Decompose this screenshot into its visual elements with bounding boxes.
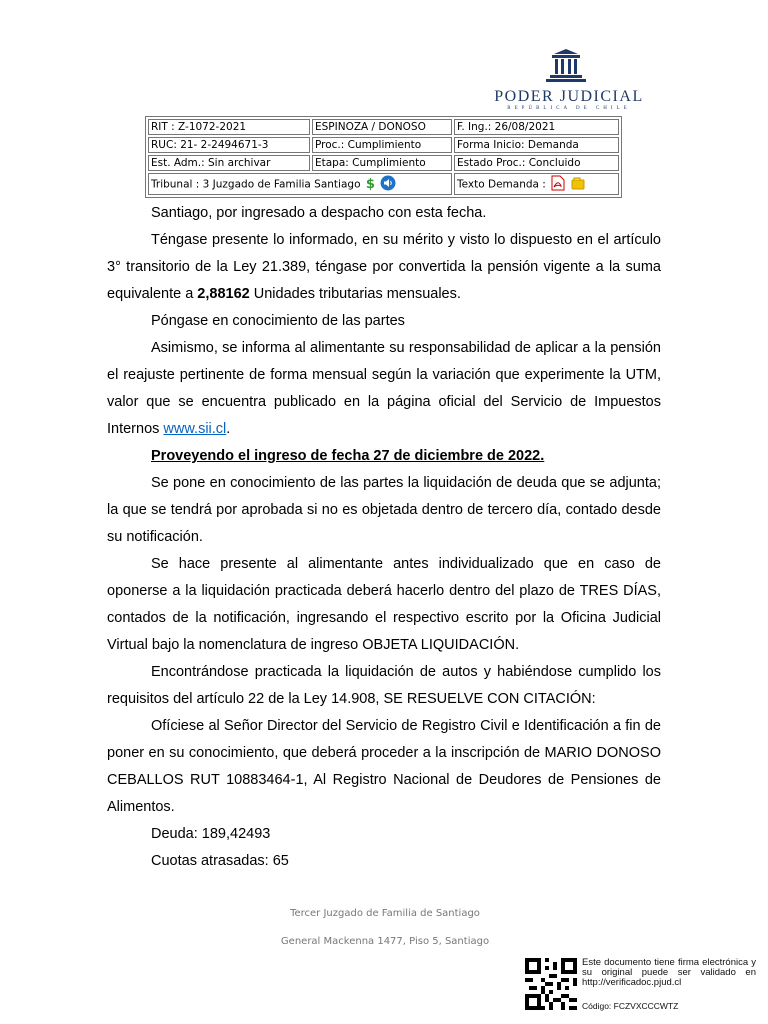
paragraph-3: Póngase en conocimiento de las partes	[151, 313, 405, 329]
footer-address: General Mackenna 1477, Piso 5, Santiago	[280, 936, 490, 947]
estado-proc-cell: Estado Proc.: Concluido	[454, 155, 619, 171]
paragraph-2-end: Unidades tributarias mensuales.	[249, 286, 461, 302]
ruc-cell: RUC: 21- 2-2494671-3	[148, 137, 310, 153]
attachment-icon[interactable]	[571, 176, 587, 193]
paragraph-1: Santiago, por ingresado a despacho con esta fecha.	[151, 205, 487, 221]
logo-name: PODER JUDICIAL	[494, 88, 644, 105]
f-ing-cell: F. Ing.: 26/08/2021	[454, 119, 619, 135]
paragraph-4	[107, 335, 661, 443]
paragraph-2-text: Téngase presente lo informado, en su mérito y visto lo dispuesto en el artículo 3° transitorio de la Ley 21.389, téngase por convertida la pensión vigente a la suma equivalente a	[107, 232, 661, 302]
logo-subtitle: REPÚBLICA DE CHILE	[507, 106, 631, 111]
texto-demanda-cell	[454, 173, 619, 195]
footer-court: Tercer Juzgado de Familia de Santiago	[290, 908, 480, 919]
tribunal-label: Tribunal : 3 Juzgado de Familia Santiago	[151, 178, 361, 190]
est-adm-cell: Est. Adm.: Sin archivar	[148, 155, 310, 171]
rit-cell: RIT : Z-1072-2021	[148, 119, 310, 135]
dollar-icon[interactable]: $	[365, 176, 375, 192]
resolution-body	[107, 200, 661, 875]
tribunal-cell	[148, 173, 452, 195]
etapa-cell: Etapa: Cumplimiento	[312, 155, 452, 171]
paragraph-2	[107, 227, 661, 308]
forma-inicio-cell: Forma Inicio: Demanda	[454, 137, 619, 153]
utm-amount: 2,88162	[197, 286, 250, 302]
section-heading: Proveyendo el ingreso de fecha 27 de diciembre de 2022.	[151, 448, 545, 464]
poder-judicial-logo	[472, 48, 660, 112]
paragraph-5: Se pone en conocimiento de las partes la liquidación de deuda que se adjunta; la que se tendrá por aprobada si no es objetada dentro de tercero día, contado desde su notificación.	[107, 475, 661, 545]
proc-cell: Proc.: Cumplimiento	[312, 137, 452, 153]
sii-link[interactable]: www.sii.cl	[163, 421, 227, 437]
paragraph-4-end: .	[226, 421, 231, 437]
case-header-table	[145, 116, 622, 198]
verification-code: Código: FCZVXCCCWTZ	[582, 1001, 679, 1011]
texto-demanda-label: Texto Demanda :	[457, 178, 546, 190]
signature-notice: Este documento tiene firma electrónica y su original puede ser validado en http://verificadoc.pjud.cl	[582, 957, 756, 988]
paragraph-8: Ofíciese al Señor Director del Servicio de Registro Civil e Identificación a fin de poner en su conocimiento, que deberá proceder a la inscripción de MARIO DONOSO CEBALLOS RUT 10883464-1, Al Registro Nacional de Deudores de Pensiones de Alimentos.	[107, 718, 661, 815]
pdf-icon[interactable]	[551, 175, 565, 194]
paragraph-7: Encontrándose practicada la liquidación de autos y habiéndose cumplido los requisitos del artículo 22 de la Ley 14.908, SE RESUELVE CON CITACIÓN:	[107, 664, 661, 707]
paragraph-4-text: Asimismo, se informa al alimentante su responsabilidad de aplicar a la pensión el reajuste pertinente de forma mensual según la variación que experimente la UTM, valor que se encuentra publicado en la página oficial del Servicio de Impuestos Internos	[107, 340, 661, 437]
debt-amount: Deuda: 189,42493	[151, 826, 271, 842]
parties-cell: ESPINOZA / DONOSO	[312, 119, 452, 135]
overdue-installments: Cuotas atrasadas: 65	[151, 853, 289, 869]
paragraph-6: Se hace presente al alimentante antes individualizado que en caso de oponerse a la liquidación practicada deberá hacerlo dentro del plazo de TRES DÍAS, contados de la notificación, ingresando el respectivo escrito por la Oficina Judicial Virtual bajo la nomenclatura de ingreso OBJETA LIQUIDACIÓN.	[107, 556, 661, 653]
qr-code-icon	[525, 958, 577, 1010]
speaker-icon[interactable]	[380, 175, 396, 194]
